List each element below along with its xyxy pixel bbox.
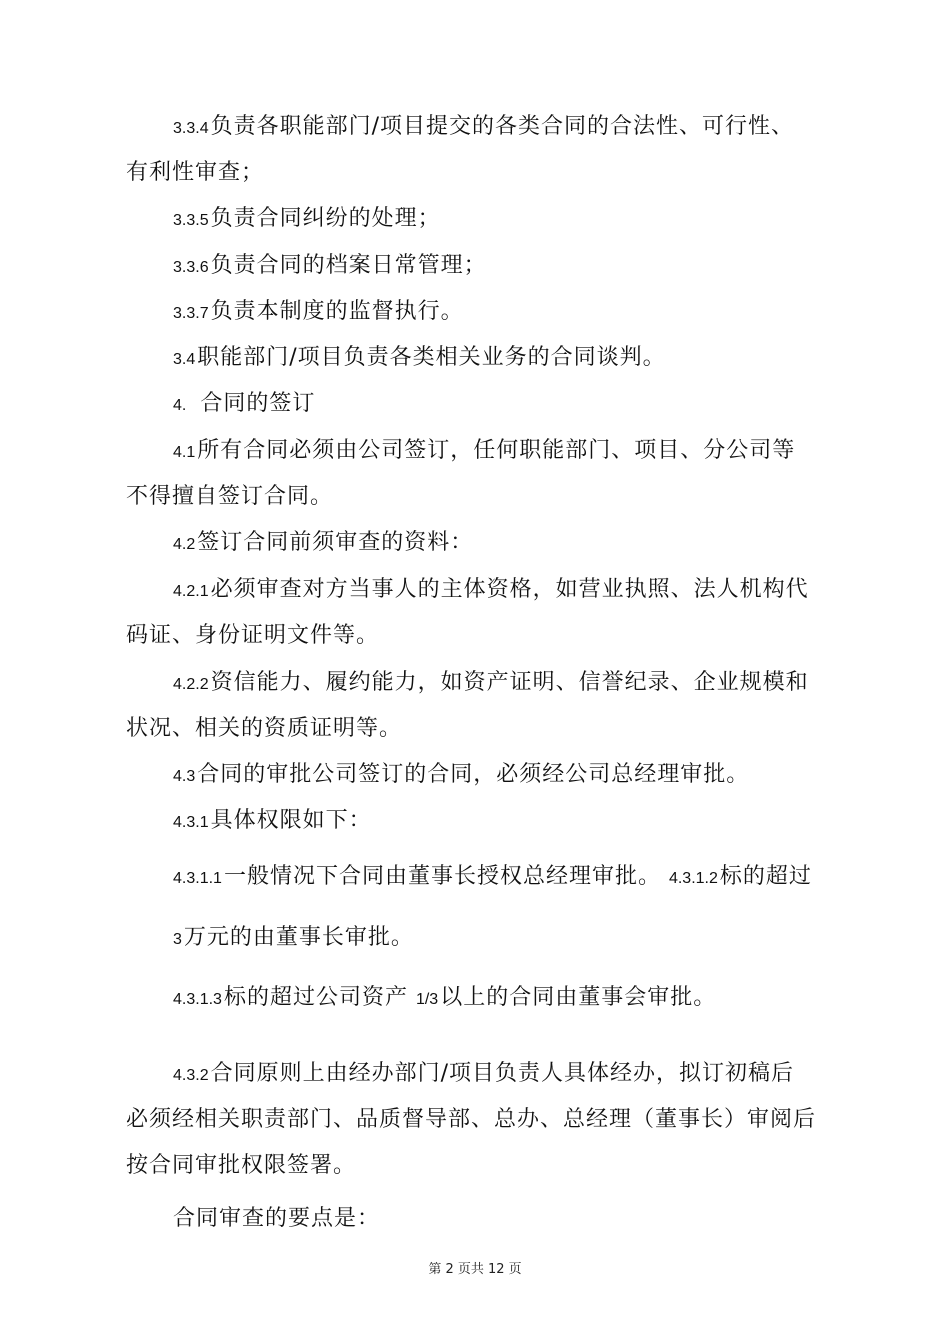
clause-number: 3.3.4: [173, 120, 209, 137]
text-line: [126, 714, 402, 744]
clause-number: 4.2.2: [173, 676, 209, 693]
text-line: [126, 158, 264, 188]
clause-text: 不得擅自签订合同。: [126, 484, 334, 509]
text-line: [173, 862, 812, 894]
text-line: [173, 251, 487, 283]
text-line: [173, 528, 473, 560]
clause-text: 签订合同前须审查的资料：: [197, 530, 474, 555]
text-line: [173, 575, 809, 607]
clause-text: 必须经相关职责部门、品质督导部、总办、总经理（董事长）审阅后: [126, 1107, 817, 1132]
clause-number: 4.3.1.2: [668, 870, 718, 887]
clause-number: 3.3.6: [173, 259, 209, 276]
clause-text: 所有合同必须由公司签订，任何职能部门、项目、分公司等: [197, 438, 796, 463]
text-line: [173, 923, 414, 955]
clause-number: 4.3: [173, 768, 196, 785]
clause-number: 3.3.5: [173, 212, 209, 229]
text-line: [173, 806, 372, 838]
clause-text: 负责各职能部门/项目提交的各类合同的合法性、可行性、: [210, 114, 795, 139]
clause-number: 3.3.7: [173, 305, 209, 322]
clause-number: 4.3.2: [173, 1067, 209, 1084]
text-line: [173, 1059, 794, 1091]
clause-text: 万元的由董事长审批。: [183, 925, 414, 950]
text-line: [173, 204, 441, 236]
text-line: [126, 482, 333, 512]
clause-text: 负责本制度的监督执行。: [210, 299, 464, 324]
text-line: [126, 621, 379, 651]
text-line: [173, 112, 794, 144]
clause-number: 4.3.1.3: [173, 991, 222, 1008]
text-line: [173, 668, 809, 700]
clause-text: 标的超过: [719, 864, 812, 889]
clause-text: 合同审查的要点是：: [173, 1206, 381, 1231]
clause-text: 负责合同纠纷的处理；: [210, 206, 441, 231]
text-line: [126, 1105, 816, 1135]
clause-number: 1/3: [415, 991, 439, 1008]
clause-number: 4.: [173, 397, 187, 414]
clause-text: 一般情况下合同由董事长授权总经理审批。: [223, 864, 661, 889]
clause-text: 状况、相关的资质证明等。: [126, 716, 403, 741]
clause-text: 合同的审批公司签订的合同，必须经公司总经理审批。: [197, 762, 750, 787]
clause-text: 负责合同的档案日常管理；: [210, 253, 487, 278]
clause-number: 4.1: [173, 444, 196, 461]
clause-number: 3.4: [173, 351, 196, 368]
clause-number: 4.2: [173, 536, 196, 553]
clause-text: 具体权限如下：: [210, 808, 372, 833]
clause-text: 职能部门/项目负责各类相关业务的合同谈判。: [197, 345, 666, 370]
clause-text: 标的超过公司资产: [223, 985, 408, 1010]
clause-text: 码证、身份证明文件等。: [126, 623, 380, 648]
clause-text: 合同的签订: [200, 391, 316, 416]
clause-number: 4.3.1.1: [173, 870, 222, 887]
clause-number: 3: [173, 931, 182, 948]
clause-text: 必须审查对方当事人的主体资格，如营业执照、法人机构代: [210, 577, 809, 602]
clause-text: 按合同审批权限签署。: [126, 1153, 357, 1178]
clause-text: 有利性审查；: [126, 160, 265, 185]
clause-text: 合同原则上由经办部门/项目负责人具体经办，拟订初稿后: [210, 1061, 795, 1086]
text-line: [173, 760, 749, 792]
clause-number: 4.3.1: [173, 814, 209, 831]
page-number: 第 2 页共 12 页: [428, 1262, 522, 1277]
text-line: [173, 1204, 380, 1234]
text-line: [126, 1151, 356, 1181]
text-line: [173, 297, 464, 329]
text-line: [173, 343, 666, 375]
clause-text: 资信能力、履约能力，如资产证明、信誉纪录、企业规模和: [210, 670, 809, 695]
clause-number: 4.2.1: [173, 583, 209, 600]
text-line: [173, 983, 716, 1015]
section-heading: [173, 389, 315, 421]
clause-text: 以上的合同由董事会审批。: [440, 985, 717, 1010]
text-line: [173, 436, 795, 468]
